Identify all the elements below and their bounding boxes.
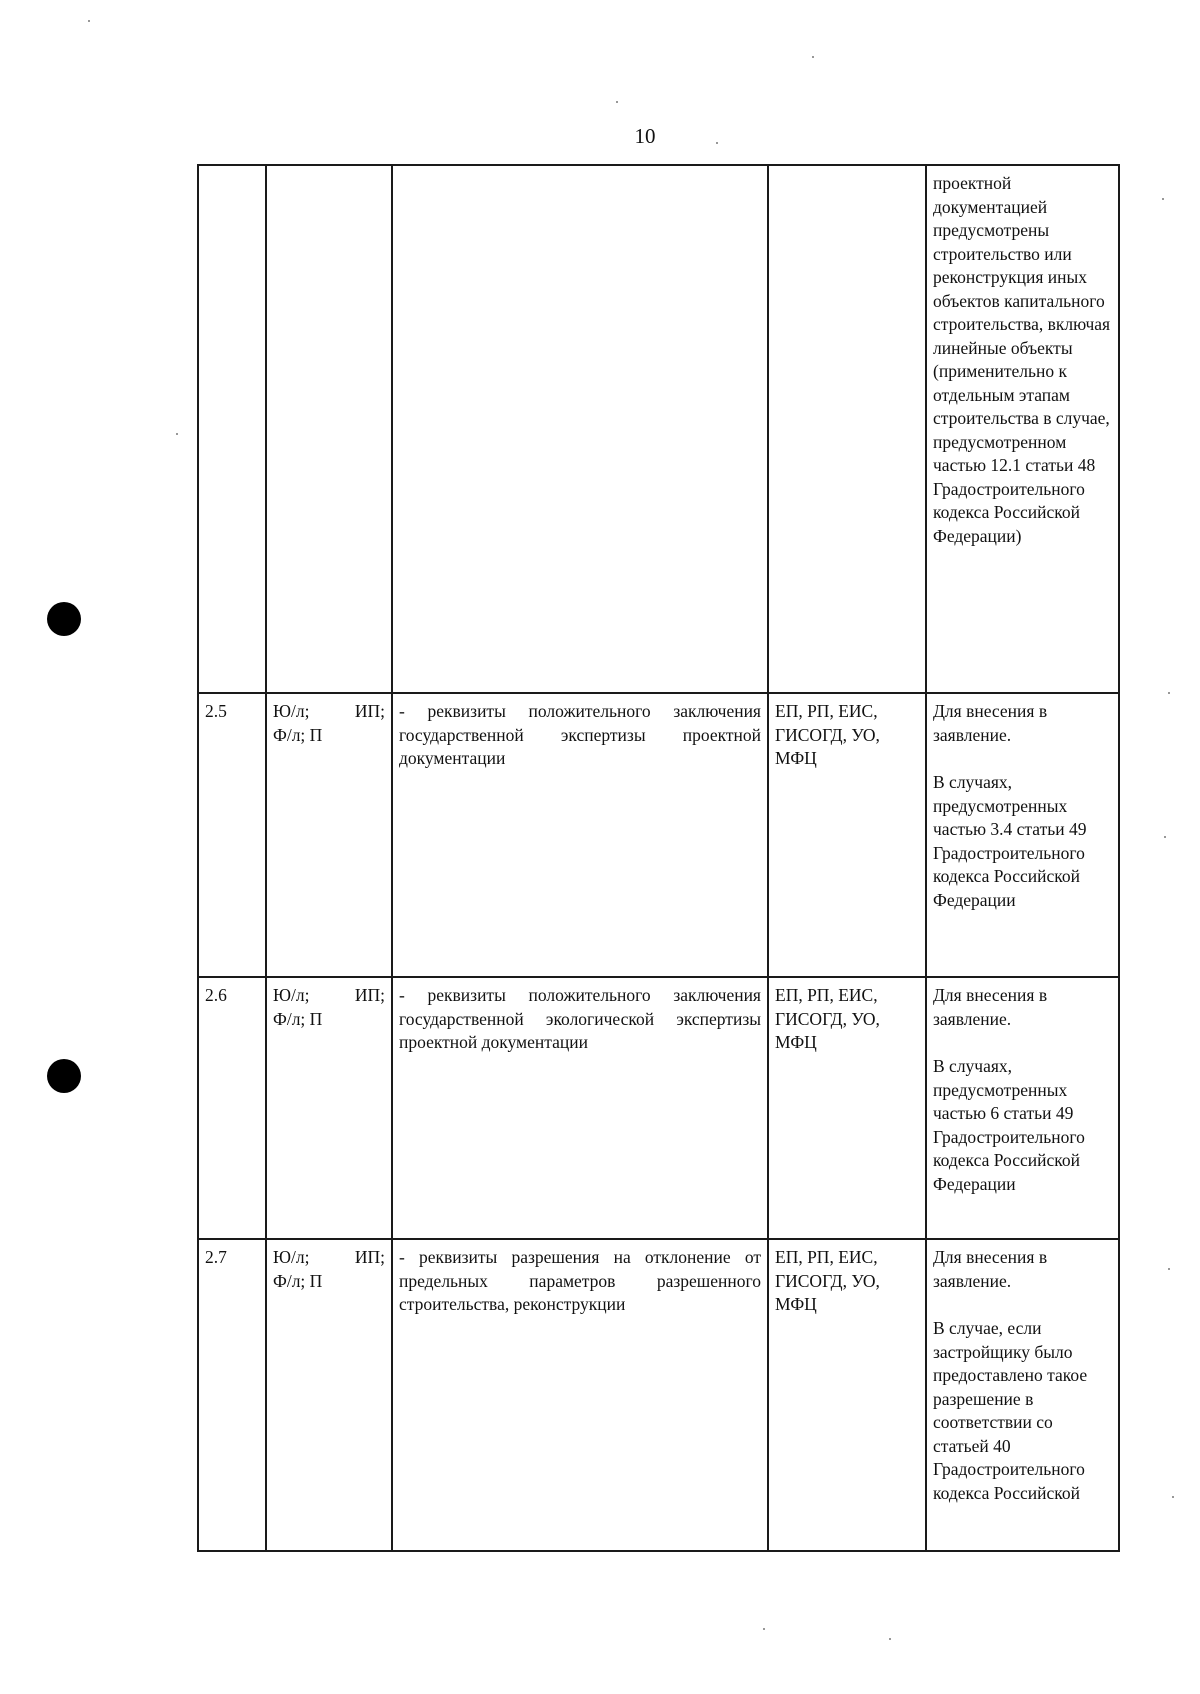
cell-details: - реквизиты положительного заключения государственной экспертизы проектной документации <box>392 693 768 977</box>
cell-notes <box>926 1239 1119 1551</box>
notes-condition: В случаях, предусмотренных частью 6 статьи 49 Градостроительного кодекса Российской Федерации <box>933 1056 1085 1194</box>
cell-details: - реквизиты разрешения на отклонение от предельных параметров разрешенного строительства, реконструкции <box>392 1239 768 1551</box>
punch-hole-top <box>47 602 81 636</box>
requirements-table <box>197 164 1120 1552</box>
cell-notes <box>926 693 1119 977</box>
cell-number: 2.5 <box>198 693 266 977</box>
scan-speck <box>616 101 618 103</box>
applicant-line: Ю/л; ИП; <box>273 985 385 1005</box>
cell-applicant <box>266 165 392 693</box>
scan-speck <box>812 56 814 58</box>
cell-number: 2.6 <box>198 977 266 1239</box>
notes-condition: В случае, если застройщику было предоставлено такое разрешение в соответствии со статьей 40 Градостроительного кодекса Российской <box>933 1318 1088 1503</box>
scan-speck <box>889 1638 891 1640</box>
notes-purpose: Для внесения в заявление. <box>933 701 1048 745</box>
scan-speck <box>1168 1268 1170 1270</box>
scan-speck <box>1164 836 1166 838</box>
applicant-line: Ю/л; ИП; <box>273 1247 385 1267</box>
cell-sources: ЕП, РП, ЕИС, ГИСОГД, УО, МФЦ <box>768 977 926 1239</box>
applicant-line: Ф/л; П <box>273 1008 323 1029</box>
table-row-continuation <box>198 165 1119 693</box>
notes-purpose: Для внесения в заявление. <box>933 1247 1048 1291</box>
cell-notes <box>926 165 1119 693</box>
cell-notes <box>926 977 1119 1239</box>
scan-speck <box>1168 692 1170 694</box>
notes-continuation-text: проектной документацией предусмотрены строительство или реконструкция иных объектов капитального строительства, включая линейные объекты (применительно к отдельным этапам строительства в случае, предусмотренном частью 12.1 статьи 48 Градостроительного кодекса Российской Федерации) <box>933 173 1111 546</box>
cell-number <box>198 165 266 693</box>
scan-speck <box>763 1628 765 1630</box>
applicant-line: Ю/л; ИП; <box>273 701 385 721</box>
table-row <box>198 977 1119 1239</box>
cell-applicant <box>266 977 392 1239</box>
scan-speck <box>1162 198 1164 200</box>
scan-speck <box>716 142 718 144</box>
cell-sources: ЕП, РП, ЕИС, ГИСОГД, УО, МФЦ <box>768 1239 926 1551</box>
cell-sources <box>768 165 926 693</box>
table-row <box>198 1239 1119 1551</box>
scan-speck <box>176 433 178 435</box>
cell-applicant <box>266 693 392 977</box>
cell-applicant <box>266 1239 392 1551</box>
punch-hole-bottom <box>47 1059 81 1093</box>
table-row <box>198 693 1119 977</box>
cell-number: 2.7 <box>198 1239 266 1551</box>
notes-purpose: Для внесения в заявление. <box>933 985 1048 1029</box>
page-number: 10 <box>634 124 656 148</box>
applicant-line: Ф/л; П <box>273 724 323 745</box>
scan-speck <box>88 20 90 22</box>
cell-details <box>392 165 768 693</box>
cell-sources: ЕП, РП, ЕИС, ГИСОГД, УО, МФЦ <box>768 693 926 977</box>
scan-speck <box>1172 1496 1174 1498</box>
cell-details: - реквизиты положительного заключения государственной экологической экспертизы проектной документации <box>392 977 768 1239</box>
notes-condition: В случаях, предусмотренных частью 3.4 статьи 49 Градостроительного кодекса Российской Федерации <box>933 772 1087 910</box>
applicant-line: Ф/л; П <box>273 1270 323 1291</box>
